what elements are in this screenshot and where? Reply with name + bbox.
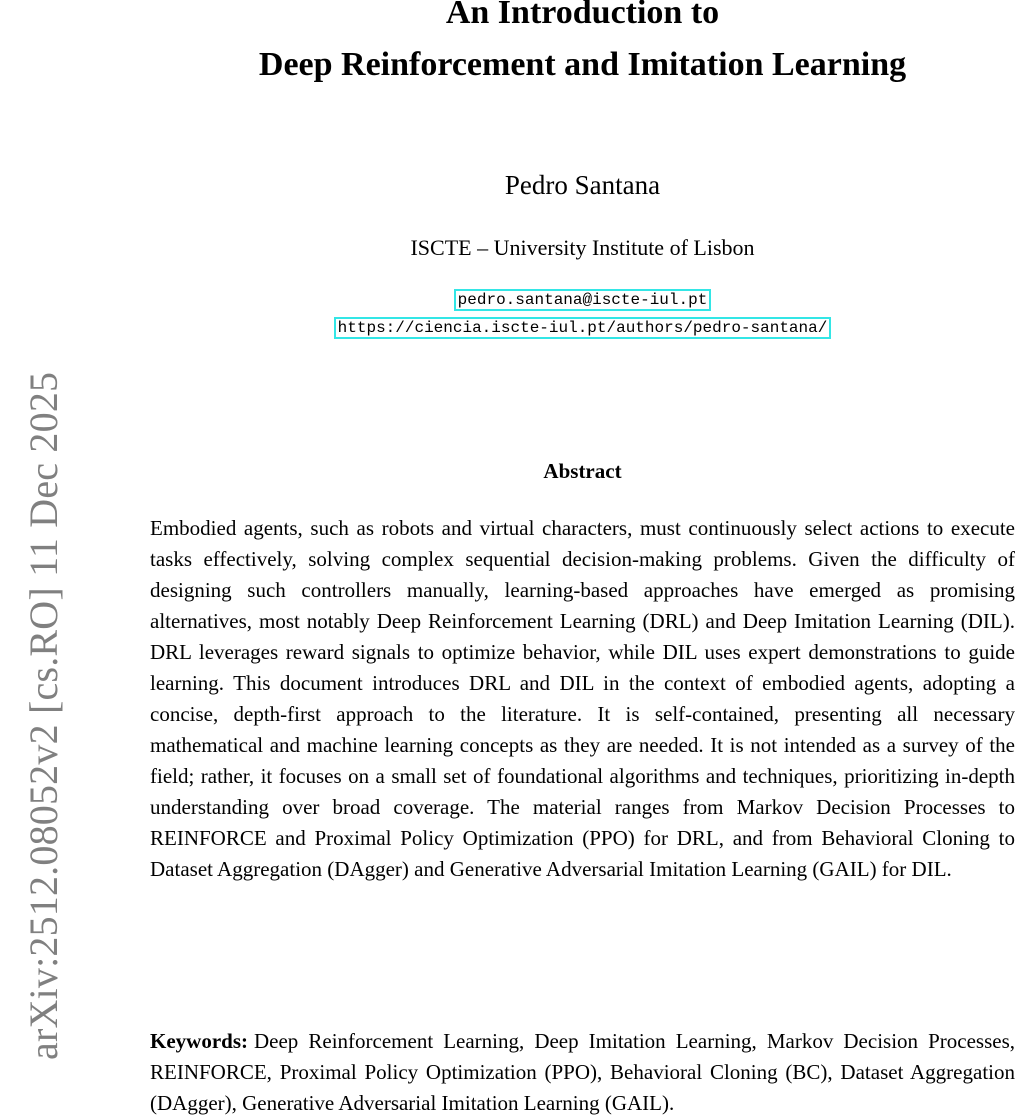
url-link-row: [150, 314, 1015, 342]
author-affiliation: ISCTE – University Institute of Lisbon: [410, 235, 755, 260]
author-contact-links: [150, 286, 1015, 342]
email-link[interactable]: pedro.santana@iscte-iul.pt: [454, 289, 712, 311]
abstract-heading: Abstract: [543, 459, 622, 483]
paper-title-line-1: An Introduction to: [445, 0, 720, 31]
author-url-link[interactable]: https://ciencia.iscte-iul.pt/authors/pedro-santana/: [334, 317, 832, 339]
abstract-text: Embodied agents, such as robots and virtual characters, must continuously select actions to execute tasks effectively, solving complex sequential decision-making problems. Given the difficulty of designing such controllers manually, learning-based approaches have emerged as promising alternatives, most notably Deep Reinforcement Learning (DRL) and Deep Imitation Learning (DIL). DRL leverages reward signals to optimize behavior, while DIL uses expert demonstrations to guide learning. This document introduces DRL and DIL in the context of embodied agents, adopting a concise, depth-first approach to the literature. It is self-contained, presenting all necessary mathematical and machine learning concepts as they are needed. It is not intended as a survey of the field; rather, it focuses on a small set of foundational algorithms and techniques, prioritizing in-depth understanding over broad coverage. The material ranges from Markov Decision Processes to REINFORCE and Proximal Policy Optimization (PPO) for DRL, and from Behavioral Cloning to Dataset Aggregation (DAgger) and Generative Adversarial Imitation Learning (GAIL) for DIL.: [150, 516, 1015, 881]
author-name: Pedro Santana: [504, 170, 661, 200]
arxiv-identifier-stamp: arXiv:2512.08052v2 [cs.RO] 11 Dec 2025: [21, 371, 66, 1060]
paper-title-line-2: Deep Reinforcement and Imitation Learning: [258, 46, 907, 83]
email-link-row: [150, 286, 1015, 314]
keywords-text: Deep Reinforcement Learning, Deep Imitation Learning, Markov Decision Processes, REINFORCE, Proximal Policy Optimization (PPO), Behavioral Cloning (BC), Dataset Aggregation (DAgger), Generative Adversarial Imitation Learning (GAIL).: [150, 1029, 1015, 1115]
keywords-label: Keywords:: [150, 1029, 248, 1053]
keywords-paragraph: [150, 1026, 1015, 1119]
